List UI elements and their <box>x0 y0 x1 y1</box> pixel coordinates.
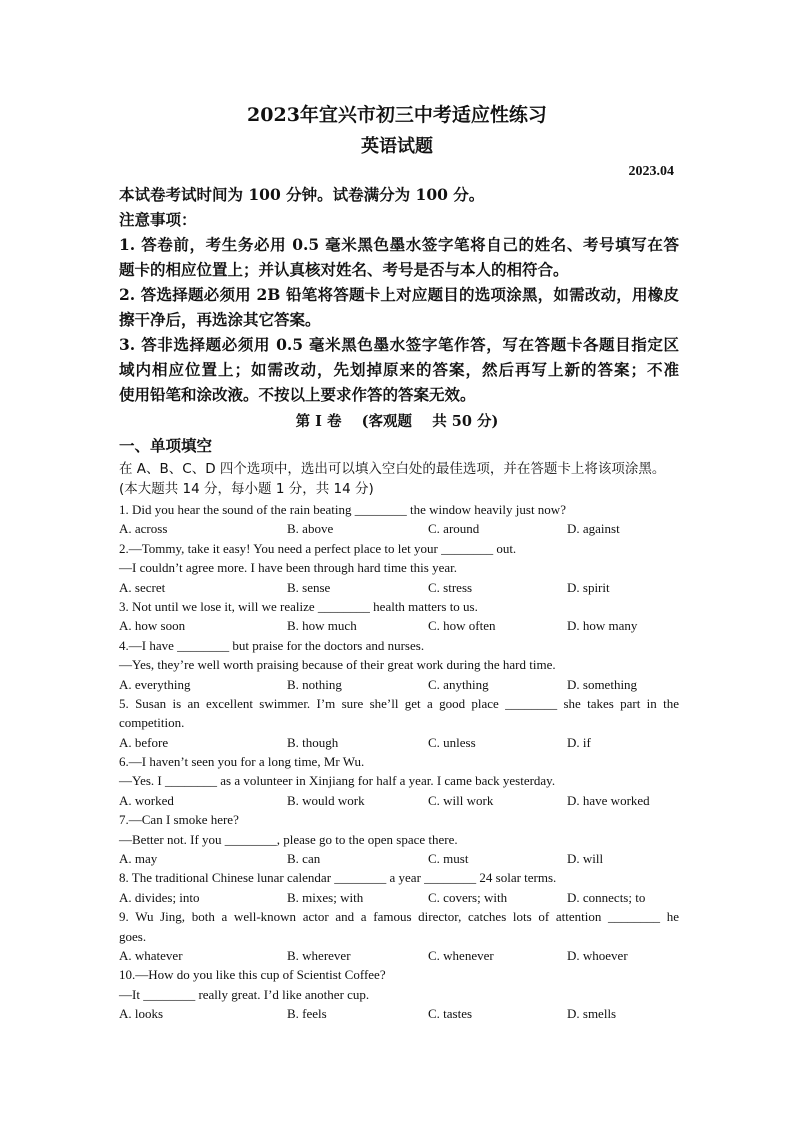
notice-item-3a: 3. 答非选择题必须用 0.5 毫米黑色墨水签字笔作答，写在答题卡各题目指定区 <box>119 335 679 354</box>
option-c: C. around <box>428 521 480 537</box>
option-c: C. unless <box>428 734 476 750</box>
option-a: A. everything <box>119 676 191 692</box>
question-text: 10.—How do you like this cup of Scientist Coffee? <box>119 967 386 983</box>
option-c: C. tastes <box>428 1006 473 1022</box>
question-options <box>119 791 679 810</box>
question-text: —Yes. I ________ as a volunteer in Xinjiang for half a year. I came back yesterday. <box>119 773 556 789</box>
option-d: D. smells <box>567 1006 617 1022</box>
question-text: 4.—I have ________ but praise for the doctors and nurses. <box>119 637 425 653</box>
notice-item-3c: 使用铅笔和涂改液。不按以上要求作答的答案无效。 <box>119 385 476 404</box>
option-b: B. sense <box>287 579 331 595</box>
question-item <box>119 636 679 694</box>
question-item <box>119 965 679 1023</box>
option-d: D. will <box>567 851 604 867</box>
option-a: A. looks <box>119 1006 164 1022</box>
question-text: goes. <box>119 928 147 944</box>
question-text: 2.—Tommy, take it easy! You need a perfect place to let your ________ out. <box>119 540 517 556</box>
option-c: C. whenever <box>428 947 494 963</box>
option-b: B. though <box>287 734 339 750</box>
notice-item-2b: 擦干净后，再选涂其它答案。 <box>119 310 321 329</box>
question-options <box>119 946 679 965</box>
part-heading: 第 I 卷 (客观题 共 50 分) <box>295 413 499 430</box>
option-d: D. spirit <box>567 579 610 595</box>
option-d: D. something <box>567 676 638 692</box>
question-text: —It ________ really great. I’d like another cup. <box>119 986 370 1002</box>
option-a: A. whatever <box>119 947 183 963</box>
notice-heading: 注意事项： <box>119 210 197 229</box>
notice-item-1a: 1. 答卷前，考生务必用 0.5 毫米黑色墨水签字笔将自己的姓名、考号填写在答 <box>119 235 679 254</box>
option-c: C. anything <box>428 676 489 692</box>
section-instructions <box>119 459 689 499</box>
option-a: A. secret <box>119 579 166 595</box>
option-d: D. have worked <box>567 792 650 808</box>
section-title: 一、单项填空 <box>119 436 213 455</box>
question-text: —Yes, they’re well worth praising because of their great work during the hard time. <box>119 657 556 673</box>
question-text: 8. The traditional Chinese lunar calendar ________ a year ________ 24 solar terms. <box>119 870 557 886</box>
question-options <box>119 1004 679 1023</box>
notice-duration: 本试卷考试时间为 100 分钟。试卷满分为 100 分。 <box>119 185 485 204</box>
question-text: competition. <box>119 715 185 731</box>
question-text: 3. Not until we lose it, will we realize ________ health matters to us. <box>119 598 478 614</box>
question-item <box>119 752 679 810</box>
option-b: B. mixes; with <box>287 889 364 905</box>
question-item <box>119 810 679 868</box>
option-a: A. divides; into <box>119 889 200 905</box>
option-b: B. how much <box>287 618 357 634</box>
option-c: C. must <box>428 851 469 867</box>
option-d: D. whoever <box>567 947 628 963</box>
question-item <box>119 694 679 752</box>
question-list <box>119 500 679 1024</box>
exam-subtitle: 英语试题 <box>361 136 433 157</box>
question-text: 9. Wu Jing, both a well-known actor and a famous director, catches lots of attention ________ he <box>119 909 679 925</box>
question-text: —I couldn’t agree more. I have been through hard time this year. <box>119 560 458 576</box>
question-options <box>119 578 679 597</box>
option-a: A. may <box>119 851 158 867</box>
question-item <box>119 597 679 636</box>
exam-date: 2023.04 <box>628 164 674 179</box>
question-item <box>119 500 679 539</box>
question-text: —Better not. If you ________, please go to the open space there. <box>119 831 458 847</box>
exam-title: 2023年宜兴市初三中考适应性练习 <box>247 104 547 126</box>
notice-item-3b: 域内相应位置上；如需改动，先划掉原来的答案，然后再写上新的答案；不准 <box>119 360 679 379</box>
question-text: 1. Did you hear the sound of the rain beating ________ the window heavily just now? <box>119 502 566 517</box>
question-text: 5. Susan is an excellent swimmer. I’m sure she’ll get a good place ________ she takes part in the <box>119 695 679 711</box>
option-c: C. will work <box>428 792 494 808</box>
question-item <box>119 907 679 965</box>
instruction-line-2: (本大题共 14 分，每小题 1 分，共 14 分) <box>119 481 374 497</box>
option-d: D. against <box>567 521 620 537</box>
notice-item-2a: 2. 答选择题必须用 2B 铅笔将答题卡上对应题目的选项涂黑，如需改动，用橡皮 <box>119 285 679 304</box>
option-c: C. covers; with <box>428 889 508 905</box>
question-options <box>119 519 679 538</box>
question-options <box>119 849 679 868</box>
option-b: B. above <box>287 521 334 537</box>
option-d: D. if <box>567 734 591 750</box>
option-a: A. worked <box>119 792 174 808</box>
option-c: C. stress <box>428 579 473 595</box>
question-options <box>119 733 679 752</box>
option-a: A. how soon <box>119 618 186 634</box>
instruction-line-1: 在 A、B、C、D 四个选项中，选出可以填入空白处的最佳选项，并在答题卡上将该项涂黑。 <box>119 461 666 477</box>
question-options <box>119 616 679 635</box>
option-b: B. can <box>287 851 321 867</box>
option-a: A. across <box>119 521 168 537</box>
option-b: B. feels <box>287 1006 327 1022</box>
option-a: A. before <box>119 734 169 750</box>
option-c: C. how often <box>428 618 496 634</box>
notice-item-1b: 题卡的相应位置上；并认真核对姓名、考号是否与本人的相符合。 <box>119 260 569 279</box>
option-b: B. wherever <box>287 947 351 963</box>
option-d: D. how many <box>567 618 638 634</box>
question-options <box>119 675 679 694</box>
question-text: 6.—I haven’t seen you for a long time, Mr Wu. <box>119 754 365 770</box>
notice-block <box>119 182 679 407</box>
question-options <box>119 888 679 907</box>
option-b: B. nothing <box>287 676 342 692</box>
option-b: B. would work <box>287 792 365 808</box>
question-text: 7.—Can I smoke here? <box>119 812 239 828</box>
option-d: D. connects; to <box>567 889 646 905</box>
question-item <box>119 539 679 597</box>
question-item <box>119 868 679 907</box>
